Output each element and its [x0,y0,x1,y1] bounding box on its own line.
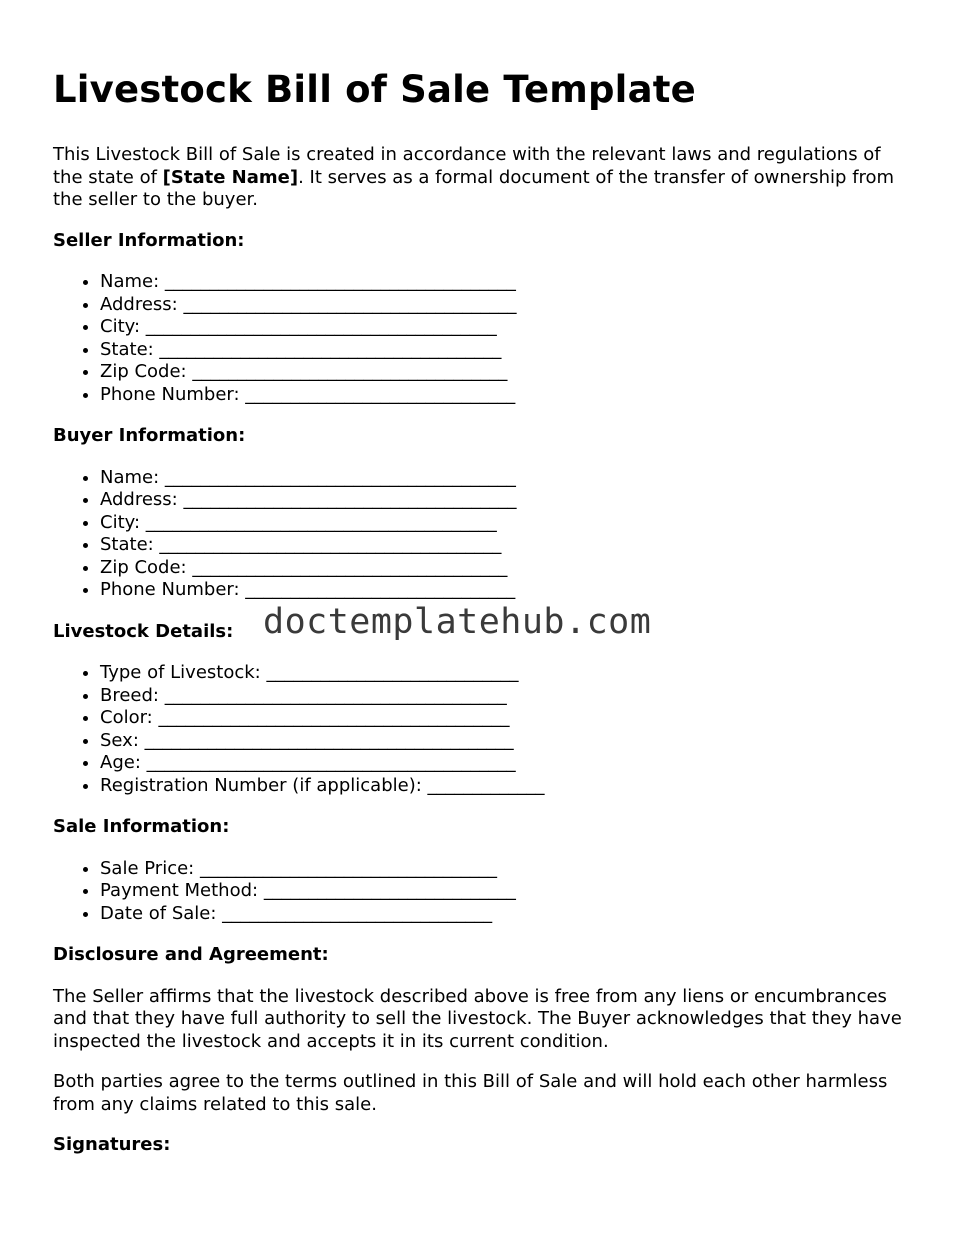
buyer-phone-field: • Phone Number: ______________________________ [100,579,903,602]
disclosure-heading: Disclosure and Agreement: [53,944,329,965]
seller-phone-field: • Phone Number: ______________________________ [100,384,903,407]
state-name-placeholder: [State Name] [162,166,299,188]
buyer-field-list [53,467,903,602]
seller-state-field: • State: ______________________________________ [100,339,903,362]
livestock-breed-field: • Breed: ______________________________________ [100,685,903,708]
seller-name-field: • Name: _______________________________________ [100,271,903,294]
livestock-color-field: • Color: _______________________________________ [100,707,903,730]
signatures-heading: Signatures: [53,1134,171,1155]
document-title: Livestock Bill of Sale Template [53,68,696,111]
livestock-sex-field: • Sex: _________________________________________ [100,730,903,753]
buyer-city-field: • City: _______________________________________ [100,512,903,535]
sale-date-field: • Date of Sale: ______________________________ [100,903,903,926]
buyer-zip-field: • Zip Code: ___________________________________ [100,557,903,580]
livestock-field-list [53,662,903,797]
buyer-state-field: • State: ______________________________________ [100,534,903,557]
payment-method-field: • Payment Method: ____________________________ [100,880,903,903]
intro-text-start: This Livestock Bill of Sale is created in accordance with the relevant laws and regulations of the state of [53,144,881,188]
intro-text-end: . It serves as a formal document of the transfer of ownership from the seller to the buyer. [53,166,895,210]
seller-heading: Seller Information: [53,229,245,251]
buyer-address-field: • Address: _____________________________________ [100,489,903,512]
livestock-type-field: • Type of Livestock: ____________________________ [100,662,903,685]
seller-address-field: • Address: _____________________________________ [100,294,903,317]
disclosure-paragraph-2: Both parties agree to the terms outlined in this Bill of Sale and will hold each other harmless from any claims related to this sale. [53,1071,888,1115]
disclosure-paragraph-1: The Seller affirms that the livestock described above is free from any liens or encumbrances and that they have full authority to sell the livestock. The Buyer acknowledges that they have inspected the livestock and accepts it in its current condition. [53,985,902,1052]
livestock-registration-field: • Registration Number (if applicable): _____________ [100,775,903,798]
watermark-text: doctemplatehub.com [263,602,652,642]
intro-paragraph [53,144,903,212]
buyer-name-field: • Name: _______________________________________ [100,467,903,490]
seller-zip-field: • Zip Code: ___________________________________ [100,361,903,384]
sale-price-field: • Sale Price: _________________________________ [100,858,903,881]
sale-field-list [53,858,903,926]
seller-city-field: • City: _______________________________________ [100,316,903,339]
livestock-heading: Livestock Details: [53,620,234,642]
seller-field-list [53,271,903,406]
sale-heading: Sale Information: [53,816,230,837]
buyer-heading: Buyer Information: [53,425,246,446]
livestock-age-field: • Age: _________________________________________ [100,752,903,775]
